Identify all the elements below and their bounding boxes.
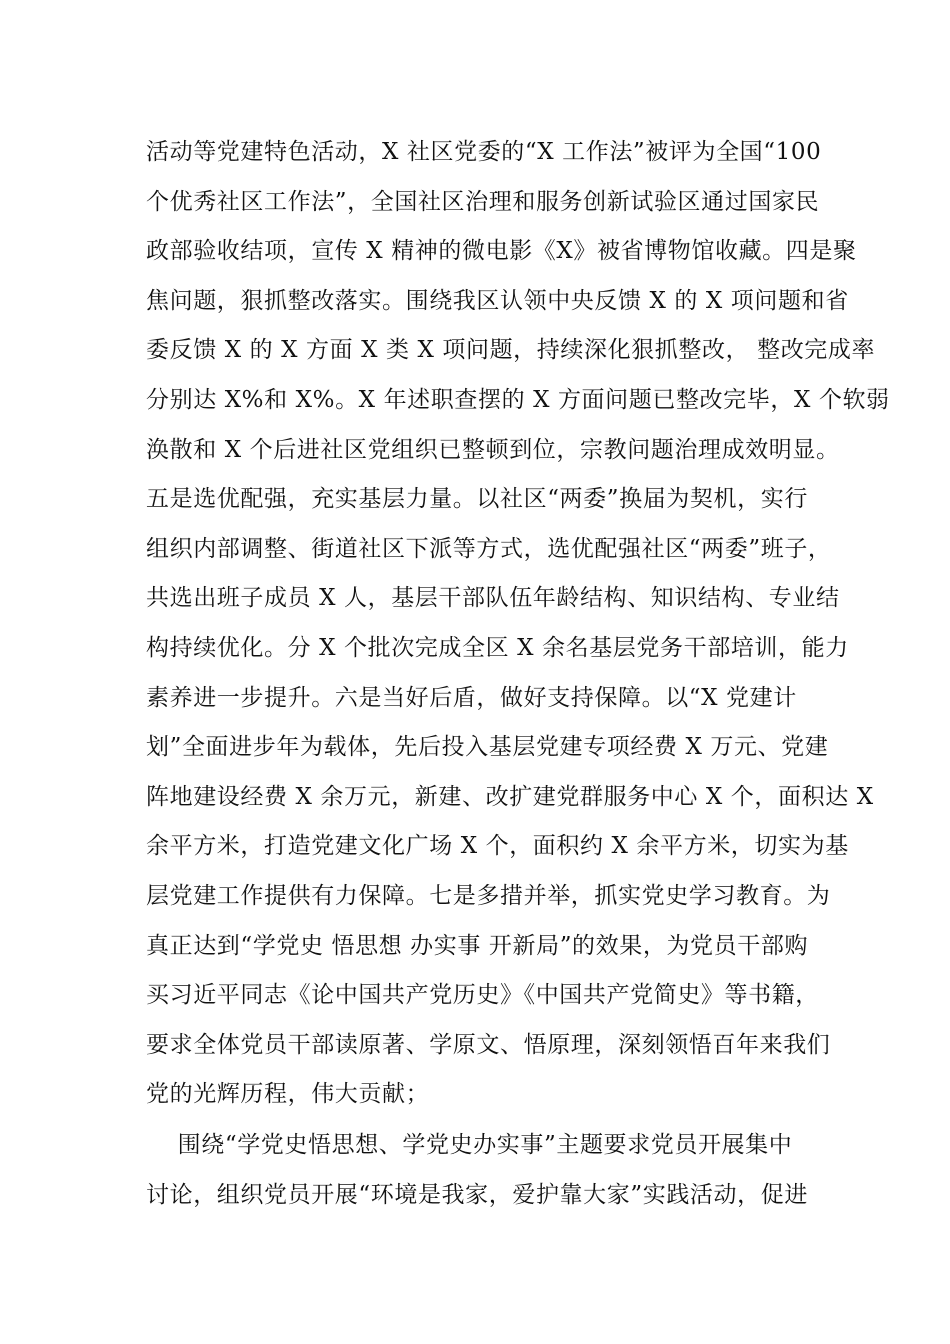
- text-line: 围绕“学党史悟思想、学党史办实事”主题要求党员开展集中: [146, 1132, 793, 1158]
- text-line: 讨论，组织党员开展“环境是我家，爱护靠大家”实践活动，促进: [146, 1181, 808, 1208]
- text-line: 要求全体党员干部读原著、学原文、悟原理，深刻领悟百年来我们: [146, 1031, 831, 1058]
- text-line: 真正达到“学党史 悟思想 办实事 开新局”的效果，为党员干部购: [146, 932, 809, 959]
- text-line: 划”全面进步年为载体，先后投入基层党建专项经费 X 万元、党建: [146, 734, 829, 761]
- text-line: 焦问题，狠抓整改落实。围绕我区认领中央反馈 X 的 X 项问题和省: [146, 287, 849, 314]
- text-line: 政部验收结项，宣传 X 精神的微电影《X》被省博物馆收藏。四是聚: [146, 238, 857, 265]
- text-line: 五是选优配强，充实基层力量。以社区“两委”换届为契机，实行: [146, 486, 808, 513]
- text-line: 个优秀社区工作法”，全国社区治理和服务创新试验区通过国家民: [146, 188, 820, 215]
- paragraph-1: [146, 128, 890, 1120]
- text-line: 买习近平同志《论中国共产党历史》《中国共产党简史》等书籍，: [146, 982, 819, 1009]
- text-line: 素养进一步提升。六是当好后盾，做好支持保障。以“X 党建计: [146, 684, 797, 711]
- text-line: 余平方米，打造党建文化广场 X 个，面积约 X 余平方米，切实为基: [146, 833, 849, 860]
- paragraph-2: [146, 1121, 816, 1220]
- text-line: 组织内部调整、街道社区下派等方式，选优配强社区“两委”班子，: [146, 535, 832, 562]
- text-line: 共选出班子成员 X 人，基层干部队伍年龄结构、知识结构、专业结: [146, 585, 840, 612]
- text-line: 党的光辉历程，伟大贡献；: [146, 1081, 430, 1108]
- text-line: 委反馈 X 的 X 方面 X 类 X 项问题，持续深化狠抓整改， 整改完成率: [146, 337, 876, 364]
- text-line: 层党建工作提供有力保障。七是多措并举，抓实党史学习教育。为: [146, 882, 831, 909]
- text-line: 涣散和 X 个后进社区党组织已整顿到位，宗教问题治理成效明显。: [146, 436, 840, 463]
- text-line: 分别达 X%和 X%。X 年述职查摆的 X 方面问题已整改完毕，X 个软弱: [146, 386, 890, 413]
- text-line: 活动等党建特色活动，X 社区党委的“X 工作法”被评为全国“100: [146, 139, 822, 165]
- text-line: 构持续优化。分 X 个批次完成全区 X 余名基层党务干部培训，能力: [146, 634, 849, 661]
- text-line: 阵地建设经费 X 余万元，新建、改扩建党群服务中心 X 个，面积达 X: [146, 783, 874, 810]
